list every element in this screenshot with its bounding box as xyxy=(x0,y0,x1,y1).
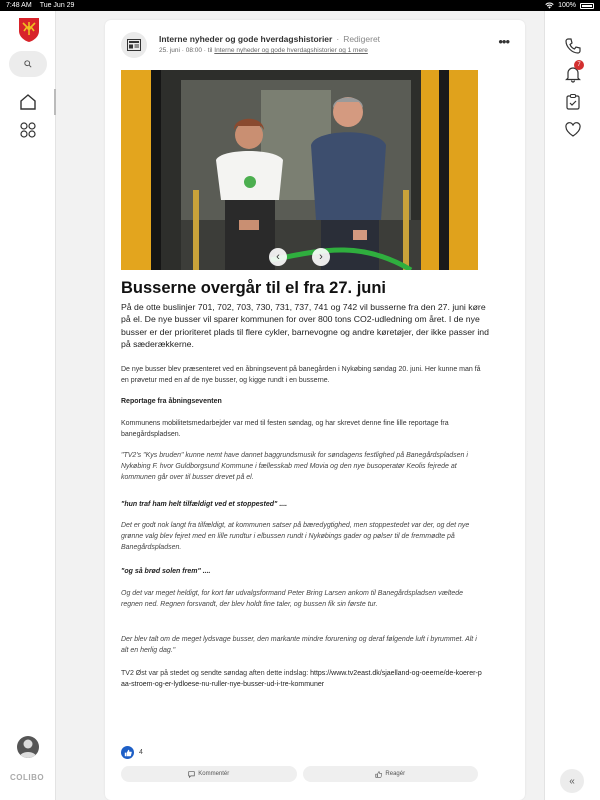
post-header xyxy=(121,32,509,62)
double-chevron-left-icon: « xyxy=(569,775,575,787)
search-icon xyxy=(24,60,32,68)
right-sidebar xyxy=(544,11,600,800)
tv2-text: TV2 Øst var på stedet og sendte søndag aften dette indslag: xyxy=(121,670,309,677)
section-heading: Reportage fra åbningseventen xyxy=(121,398,222,405)
brand-wordmark: COLIBO xyxy=(10,773,45,782)
post-lead: På de otte buslinjer 701, 702, 703, 730, 731, 737, 741 og 742 vil busserne fra den 27. juni køre på el. De nye busser vil sparer kommunen for over 800 tons CO2-udledning om året. I de nye busser er der prioriteret plads til flere cykler, barnevogne og andre køretøjer, der ikke passer ind på sæderækkerne. xyxy=(121,302,489,349)
carousel-next-button[interactable] xyxy=(312,248,330,266)
status-time: 7:48 AM xyxy=(6,2,32,9)
chevron-right-icon: › xyxy=(319,251,323,263)
thumbs-up-outline-icon xyxy=(375,771,382,778)
quote-heading: "og så brød solen frem" .... xyxy=(121,568,211,575)
comment-label: Kommentér xyxy=(198,771,230,777)
paragraph-with-link xyxy=(121,668,483,690)
post-title: Busserne overgår til el fra 27. juni xyxy=(121,279,387,297)
post-date: 25. juni · 08:00 · til xyxy=(159,47,213,54)
quote-paragraph: Og det var meget heldigt, for kort før udvalgsformand Peter Bring Larsen ankom til Banegårdspladsen væltede regnen ned. Regnen forsvandt, der blev holdt fine taler, og bussen fik sin første tur. xyxy=(121,590,464,608)
battery-percent: 100% xyxy=(558,2,576,9)
clipboard-check-icon[interactable] xyxy=(564,93,582,111)
separator: · xyxy=(336,34,340,44)
channel-avatar[interactable] xyxy=(121,32,147,58)
edited-label: Redigeret xyxy=(343,34,381,44)
more-options-button[interactable] xyxy=(498,34,509,49)
paragraph: De nye busser blev præsenteret ved en åbningsevent på banegården i Nykøbing søndag 20. juni. Her kunne man få en prøvetur med en af de nye busser, og kigge rundt i en busserne. xyxy=(121,366,481,384)
tv2-article-link[interactable]: https://www.tv2east.dk/sjaelland-og-oeerne/de-koerer-paa-stroem-og-er-lydloese-nu-ruller-nye-busser-ud-i-tre-kommuner xyxy=(121,670,482,688)
quote-heading: "hun traf ham helt tilfældigt ved et stoppested" .... xyxy=(121,501,288,508)
battery-icon xyxy=(580,3,594,9)
post-meta xyxy=(159,47,368,54)
municipality-logo[interactable] xyxy=(18,17,40,43)
active-indicator xyxy=(54,89,56,115)
left-sidebar xyxy=(0,11,56,800)
like-count: 4 xyxy=(139,749,143,756)
status-date: Tue Jun 29 xyxy=(39,2,75,9)
heart-icon[interactable] xyxy=(564,121,582,139)
react-label: Reagér xyxy=(385,771,406,777)
apps-grid-icon[interactable] xyxy=(19,121,37,139)
channels-link[interactable]: Interne nyheder og gode hverdagshistorier og 1 mere xyxy=(214,47,368,54)
quote-paragraph: "TV2's "Kys bruden" kunne nemt have dannet baggrundsmusik for søndagens festlighed på Banegårdspladsen i Nykøbing F. hvor Guldborgsund Kommune i fællesskab med Movia og den nye busoperatør Keolis fejrede at kommunen går over til busser drevet på el. xyxy=(121,452,468,481)
quote-paragraph: Der blev talt om de meget lydsvage busser, den markante mindre forurening og deraf følgende luft i byrummet. Alt i alt en herlig dag." xyxy=(121,636,477,654)
wifi-icon xyxy=(545,2,554,9)
search-button[interactable] xyxy=(9,51,47,77)
notification-badge: 7 xyxy=(574,60,584,70)
phone-icon[interactable] xyxy=(564,37,582,55)
paragraph: Kommunens mobilitetsmedarbejder var med til festen søndag, og har skrevet denne fine lille reportage fra banegårdspladsen. xyxy=(121,420,449,438)
react-button[interactable] xyxy=(303,766,479,782)
comment-button[interactable] xyxy=(121,766,297,782)
chevron-left-icon: ‹ xyxy=(276,251,280,263)
collapse-sidebar-button[interactable] xyxy=(560,769,584,793)
comment-icon xyxy=(188,771,195,778)
carousel-prev-button[interactable] xyxy=(269,248,287,266)
post-image-carousel[interactable] xyxy=(121,70,478,270)
bus-ribbon-cutting-photo xyxy=(121,70,478,270)
reaction-summary[interactable] xyxy=(121,746,143,759)
user-avatar[interactable] xyxy=(17,736,39,758)
thumbs-up-icon xyxy=(121,746,134,759)
status-bar xyxy=(0,0,600,11)
home-icon[interactable] xyxy=(19,93,37,111)
post-card xyxy=(105,20,525,800)
quote-paragraph: Det er godt nok langt fra tilfældigt, at kommunen satser på bæredygtighed, men stoppestedet var der, og det nye grønne valg blev fejret med en lille rundtur i elbussen rundt i Nykøbings gader og pølser til de fremmødte på Banegårdspladsen. xyxy=(121,522,470,551)
more-horizontal-icon: ••• xyxy=(498,34,509,49)
newspaper-icon xyxy=(127,39,141,51)
channel-name[interactable]: Interne nyheder og gode hverdagshistorier xyxy=(159,34,333,44)
post-actions xyxy=(121,766,478,782)
